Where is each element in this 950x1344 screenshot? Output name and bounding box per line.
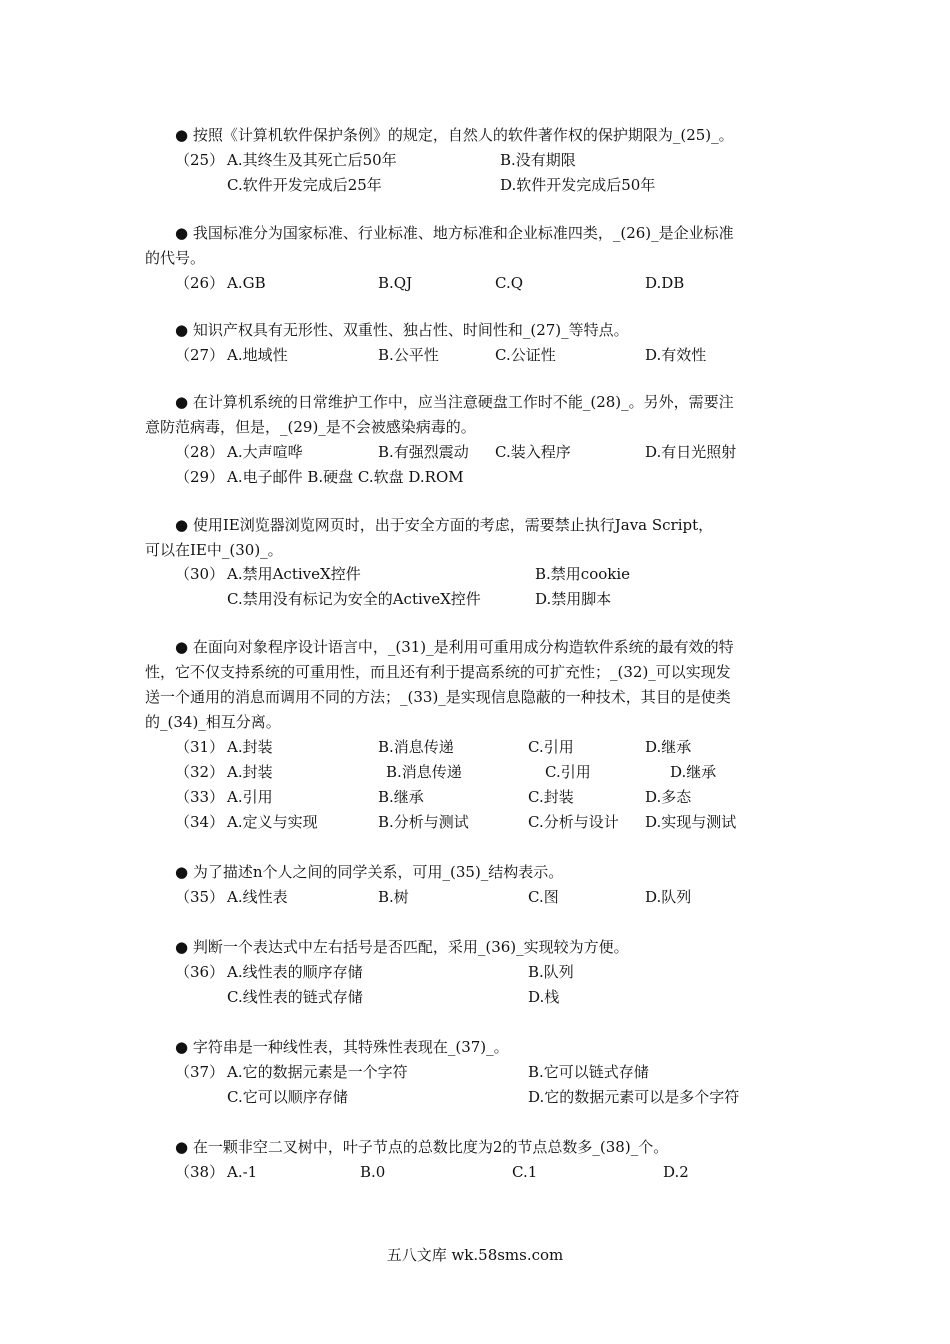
question-35-stem: ● 为了描述n个人之间的同学关系，可用_(35)_结构表示。 xyxy=(175,863,564,881)
question-31-stem-line2: 性，它不仅支持系统的可重用性，而且还有利于提高系统的可扩充性；_(32)_可以实现发 xyxy=(145,663,731,681)
option-35-c: C.图 xyxy=(528,888,559,906)
option-26-c: C.Q xyxy=(495,274,524,292)
option-36-d: D.栈 xyxy=(528,988,560,1006)
option-25-a: A.其终生及其死亡后50年 xyxy=(227,151,397,169)
option-37-c: C.它可以顺序存储 xyxy=(227,1088,348,1106)
question-27-stem: ● 知识产权具有无形性、双重性、独占性、时间性和_(27)_等特点。 xyxy=(175,321,629,339)
option-35-a: A.线性表 xyxy=(227,888,288,906)
option-32-a: A.封装 xyxy=(227,763,273,781)
option-37-b: B.它可以链式存储 xyxy=(528,1063,649,1081)
option-37-a: A.它的数据元素是一个字符 xyxy=(227,1063,408,1081)
question-26-stem-line2: 的代号。 xyxy=(145,249,206,267)
option-26-a: A.GB xyxy=(227,274,266,292)
option-37-d: D.它的数据元素可以是多个字符 xyxy=(528,1088,740,1106)
option-31-d: D.继承 xyxy=(645,738,692,756)
option-26-d: D.DB xyxy=(645,274,685,292)
question-28-stem-line2: 意防范病毒，但是，_(29)_是不会被感染病毒的。 xyxy=(145,418,476,436)
question-30-stem-line1: ● 使用IE浏览器浏览网页时，出于安全方面的考虑，需要禁止执行Java Script， xyxy=(175,516,714,534)
option-34-b: B.分析与测试 xyxy=(378,813,469,831)
option-33-c: C.封装 xyxy=(528,788,574,806)
option-34-d: D.实现与测试 xyxy=(645,813,737,831)
question-36-stem: ● 判断一个表达式中左右括号是否匹配，采用_(36)_实现较为方便。 xyxy=(175,938,629,956)
option-27-b: B.公平性 xyxy=(378,346,439,364)
option-25-d: D.软件开发完成后50年 xyxy=(500,176,656,194)
option-30-c: C.禁用没有标记为安全的ActiveX控件 xyxy=(227,590,481,608)
option-30-a: A.禁用ActiveX控件 xyxy=(227,565,361,583)
option-30-d: D.禁用脚本 xyxy=(535,590,612,608)
option-36-a: A.线性表的顺序存储 xyxy=(227,963,363,981)
option-38-b: B.0 xyxy=(360,1163,386,1181)
question-26-number: （26） xyxy=(175,274,225,292)
option-32-b: B.消息传递 xyxy=(386,763,462,781)
question-31-stem-line4: 的_(34)_相互分离。 xyxy=(145,713,281,731)
question-30-number: （30） xyxy=(175,565,225,583)
option-35-d: D.队列 xyxy=(645,888,692,906)
question-25-stem: ● 按照《计算机软件保护条例》的规定，自然人的软件著作权的保护期限为_(25)_。 xyxy=(175,126,734,144)
option-31-c: C.引用 xyxy=(528,738,574,756)
option-38-d: D.2 xyxy=(663,1163,689,1181)
question-26-stem-line1: ● 我国标准分为国家标准、行业标准、地方标准和企业标准四类，_(26)_是企业标准 xyxy=(175,224,734,242)
option-38-c: C.1 xyxy=(512,1163,538,1181)
option-28-d: D.有日光照射 xyxy=(645,443,737,461)
question-28-stem-line1: ● 在计算机系统的日常维护工作中，应当注意硬盘工作时不能_(28)_。另外，需要注 xyxy=(175,393,734,411)
option-32-d: D.继承 xyxy=(670,763,717,781)
option-38-a: A.-1 xyxy=(227,1163,258,1181)
option-33-d: D.多态 xyxy=(645,788,692,806)
option-36-b: B.队列 xyxy=(528,963,574,981)
question-31-stem-line1: ● 在面向对象程序设计语言中，_(31)_是利用可重用成分构造软件系统的最有效的特 xyxy=(175,638,734,656)
option-26-b: B.QJ xyxy=(378,274,413,292)
question-29-number: （29） xyxy=(175,468,225,486)
option-33-b: B.继承 xyxy=(378,788,424,806)
option-31-a: A.封装 xyxy=(227,738,273,756)
footer-watermark: 五八文库 wk.58sms.com xyxy=(386,1246,564,1264)
option-25-b: B.没有期限 xyxy=(500,151,576,169)
question-38-stem: ● 在一颗非空二叉树中，叶子节点的总数比度为2的节点总数多_(38)_个。 xyxy=(175,1138,669,1156)
question-38-number: （38） xyxy=(175,1163,225,1181)
question-28-number: （28） xyxy=(175,443,225,461)
question-27-number: （27） xyxy=(175,346,225,364)
question-25-number: （25） xyxy=(175,151,225,169)
options-29: A.电子邮件 B.硬盘 C.软盘 D.ROM xyxy=(227,468,464,486)
option-27-d: D.有效性 xyxy=(645,346,707,364)
option-32-c: C.引用 xyxy=(545,763,591,781)
option-28-c: C.装入程序 xyxy=(495,443,571,461)
option-28-a: A.大声喧哗 xyxy=(227,443,303,461)
option-31-b: B.消息传递 xyxy=(378,738,454,756)
question-31-stem-line3: 送一个通用的消息而调用不同的方法；_(33)_是实现信息隐蔽的一种技术，其目的是使类 xyxy=(145,688,731,706)
question-33-number: （33） xyxy=(175,788,225,806)
question-32-number: （32） xyxy=(175,763,225,781)
option-34-c: C.分析与设计 xyxy=(528,813,619,831)
question-37-stem: ● 字符串是一种线性表，其特殊性表现在_(37)_。 xyxy=(175,1038,509,1056)
option-30-b: B.禁用cookie xyxy=(535,565,631,583)
question-37-number: （37） xyxy=(175,1063,225,1081)
option-36-c: C.线性表的链式存储 xyxy=(227,988,363,1006)
question-30-stem-line2: 可以在IE中_(30)_。 xyxy=(145,541,283,559)
option-28-b: B.有强烈震动 xyxy=(378,443,469,461)
option-27-a: A.地域性 xyxy=(227,346,288,364)
question-34-number: （34） xyxy=(175,813,225,831)
option-25-c: C.软件开发完成后25年 xyxy=(227,176,382,194)
question-35-number: （35） xyxy=(175,888,225,906)
question-36-number: （36） xyxy=(175,963,225,981)
option-34-a: A.定义与实现 xyxy=(227,813,318,831)
question-31-number: （31） xyxy=(175,738,225,756)
option-33-a: A.引用 xyxy=(227,788,273,806)
option-27-c: C.公证性 xyxy=(495,346,556,364)
option-35-b: B.树 xyxy=(378,888,409,906)
